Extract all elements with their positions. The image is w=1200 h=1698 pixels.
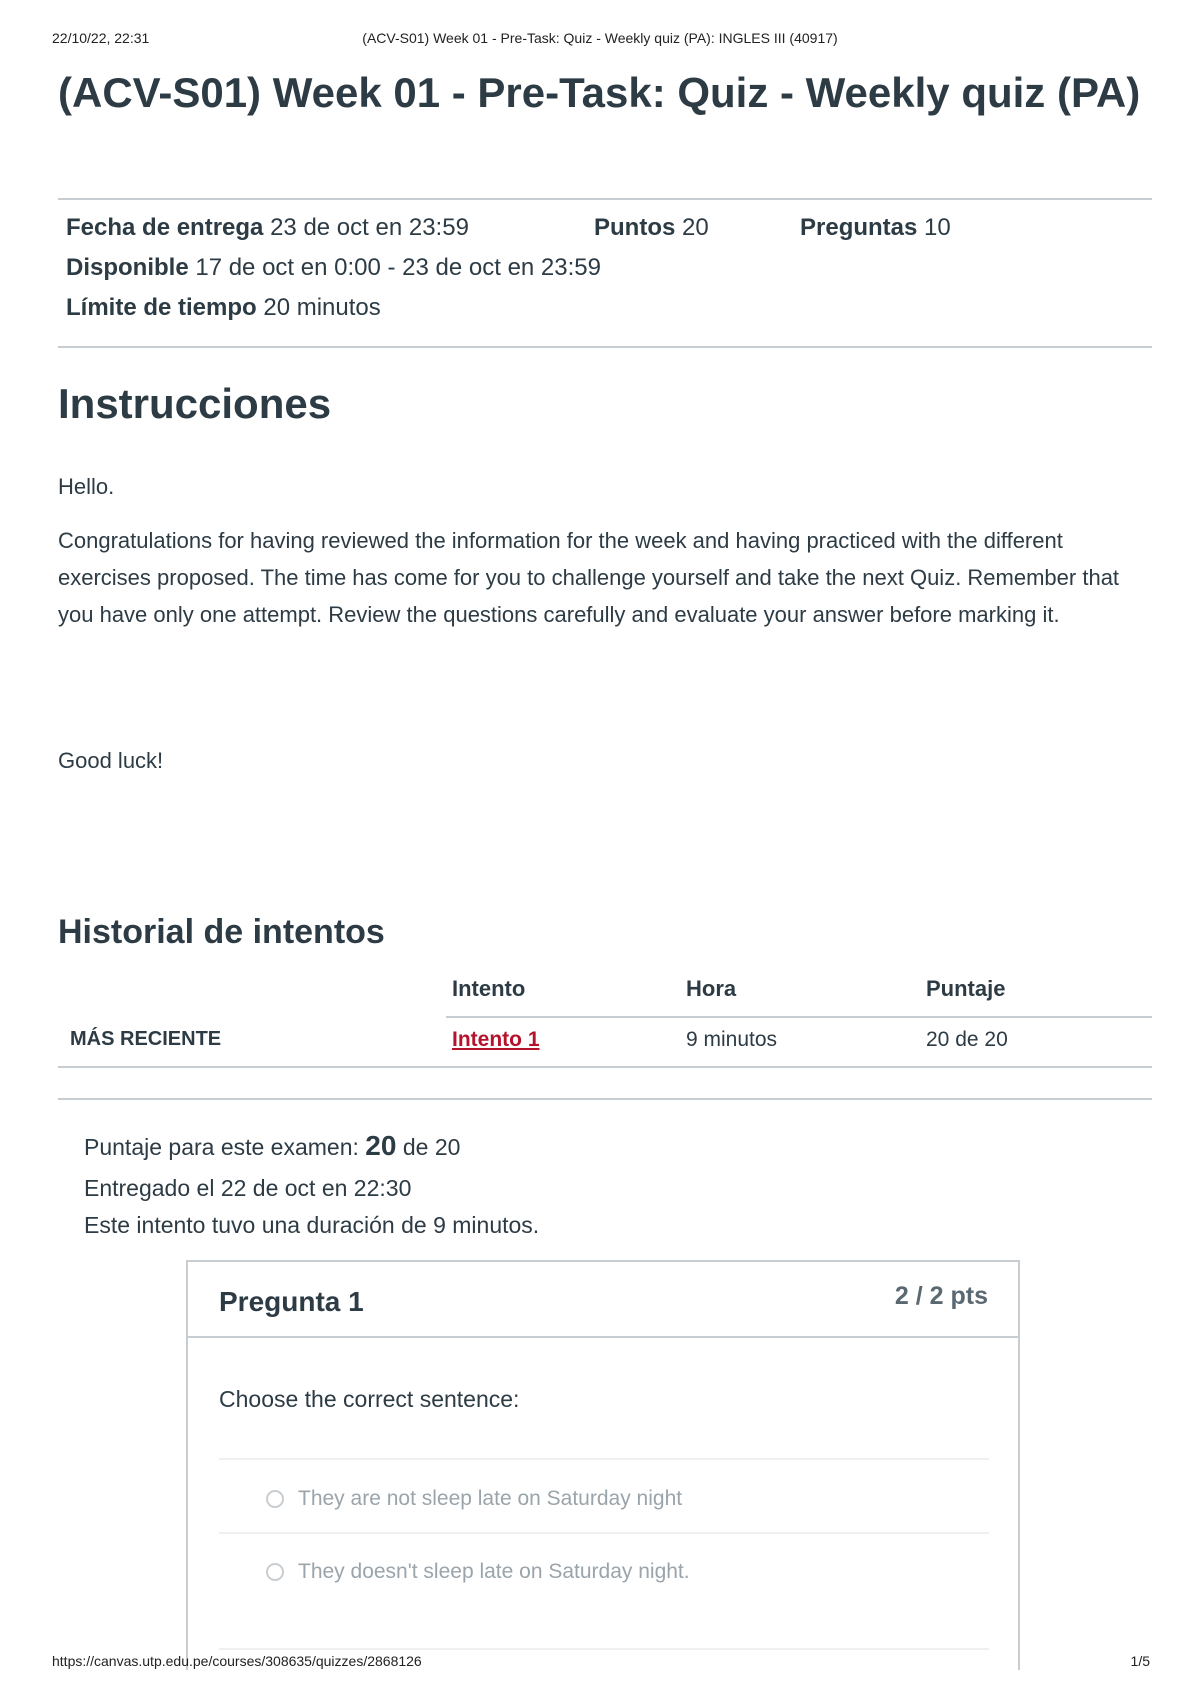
attempt-history-heading: Historial de intentos	[58, 913, 385, 951]
print-document-title: (ACV-S01) Week 01 - Pre-Task: Quiz - Weekly quiz (PA): INGLES III (40917)	[362, 30, 838, 46]
attempt-1-link[interactable]: Intento 1	[452, 1028, 540, 1051]
questions-count: Preguntas 10	[800, 214, 951, 241]
divider	[58, 198, 1152, 200]
question-1-points: 2 / 2 pts	[894, 1282, 988, 1310]
answer-divider	[219, 1648, 989, 1650]
instructions-body: Congratulations for having reviewed the information for the week and having practiced with the different exercises proposed. The time has come for you to challenge yourself and take the next Quiz. Remember that you have only one attempt. Review the questions carefully and evaluate your answer before marking it.	[58, 528, 1120, 627]
points: Puntos 20	[594, 214, 709, 241]
page-number: 1/5	[1130, 1653, 1150, 1669]
print-url: https://canvas.utp.edu.pe/courses/308635/quizzes/2868126	[52, 1653, 422, 1669]
column-header-attempt: Intento	[452, 976, 526, 1001]
print-footer	[0, 1653, 1200, 1673]
print-datetime: 22/10/22, 22:31	[52, 30, 150, 46]
question-1-card	[186, 1260, 1020, 1670]
table-row-divider	[58, 1066, 1152, 1068]
column-header-time: Hora	[686, 976, 737, 1001]
divider	[58, 346, 1152, 348]
print-header	[0, 30, 1200, 50]
answer-divider	[219, 1458, 989, 1460]
question-1-prompt: Choose the correct sentence:	[219, 1386, 520, 1412]
due-date: Fecha de entrega 23 de oct en 23:59	[66, 214, 469, 241]
instructions-heading: Instrucciones	[58, 380, 332, 427]
attempt-time: 9 minutos	[686, 1028, 778, 1051]
time-limit: Límite de tiempo 20 minutos	[66, 294, 381, 321]
column-header-score: Puntaje	[926, 976, 1006, 1001]
quiz-score-summary: Puntaje para este examen: 20 de 20	[84, 1130, 461, 1161]
radio-icon[interactable]	[266, 1490, 284, 1508]
divider	[58, 1098, 1152, 1100]
question-1-header	[188, 1262, 1018, 1338]
submitted-at: Entregado el 22 de oct en 22:30	[84, 1175, 412, 1201]
question-1-title: Pregunta 1	[219, 1286, 364, 1317]
score-value: 20	[365, 1130, 397, 1161]
page-title: (ACV-S01) Week 01 - Pre-Task: Quiz - Weekly quiz (PA)	[58, 69, 1141, 116]
instructions-greeting: Hello.	[58, 474, 115, 499]
most-recent-label: MÁS RECIENTE	[70, 1028, 222, 1050]
table-header-divider	[446, 1016, 1152, 1018]
attempt-score: 20 de 20	[926, 1028, 1008, 1051]
answer-divider	[219, 1532, 989, 1534]
radio-icon[interactable]	[266, 1563, 284, 1581]
attempt-duration: Este intento tuvo una duración de 9 minutos.	[84, 1212, 540, 1238]
availability: Disponible 17 de oct en 0:00 - 23 de oct en 23:59	[66, 254, 601, 281]
answer-option-2[interactable]: They doesn't sleep late on Saturday night.	[266, 1557, 690, 1587]
instructions-closing: Good luck!	[58, 748, 164, 773]
answer-option-1[interactable]: They are not sleep late on Saturday night	[266, 1484, 682, 1514]
